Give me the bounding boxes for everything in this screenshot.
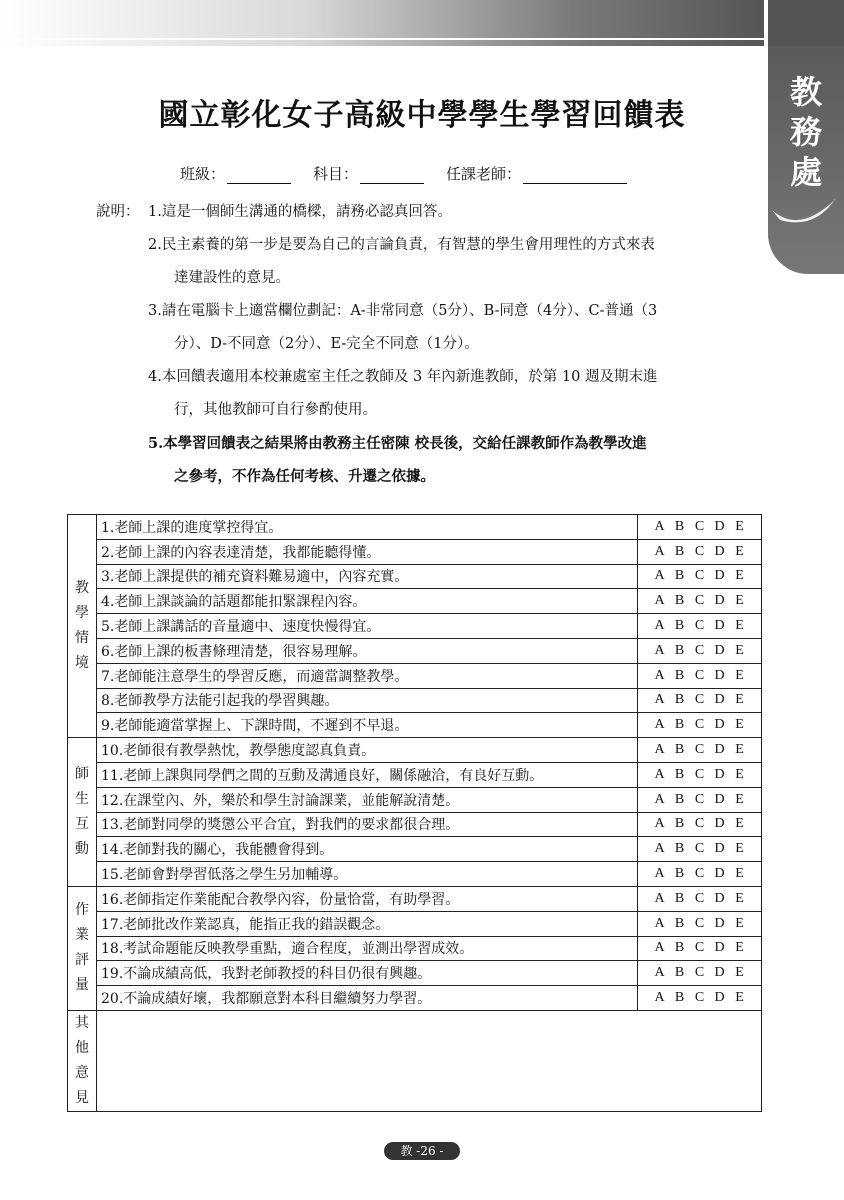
- answer-option[interactable]: E: [735, 766, 744, 782]
- answer-option[interactable]: A: [654, 766, 665, 782]
- note-continuation: 達建設性的意見。: [174, 270, 290, 286]
- answer-option[interactable]: A: [654, 940, 665, 956]
- answer-option[interactable]: A: [654, 568, 665, 584]
- note-item: 4.本回饋表適用本校兼處室主任之教師及 3 年內新進教師，於第 10 週及期末進: [148, 369, 658, 385]
- teacher-field: 任課老師：: [446, 163, 627, 184]
- note-item: 5.本學習回饋表之結果將由教務主任密陳 校長後，交給任課教師作為教學改進: [148, 435, 647, 452]
- answer-options: [638, 787, 762, 812]
- question-text: 3.老師上課提供的補充資料難易適中，內容充實。: [97, 564, 638, 589]
- answer-options: [638, 614, 762, 639]
- question-text: 11.老師上課與同學們之間的互動及溝通良好，關係融洽，有良好互動。: [97, 762, 638, 787]
- answer-option[interactable]: B: [674, 593, 685, 609]
- answer-option[interactable]: E: [735, 692, 744, 708]
- table-row: [68, 738, 762, 763]
- answer-option[interactable]: C: [694, 841, 705, 857]
- question-text: 17.老師批改作業認真，能指正我的錯誤觀念。: [97, 911, 638, 936]
- answer-option[interactable]: A: [654, 642, 665, 658]
- answer-option[interactable]: C: [694, 890, 705, 906]
- answer-option[interactable]: C: [694, 791, 705, 807]
- answer-option[interactable]: A: [654, 618, 665, 634]
- answer-option[interactable]: A: [654, 667, 665, 683]
- answer-option[interactable]: C: [694, 692, 705, 708]
- answer-option[interactable]: D: [714, 940, 725, 956]
- question-text: 7.老師能注意學生的學習反應，而適當調整教學。: [97, 663, 638, 688]
- top-banner-line: [0, 38, 764, 40]
- answer-options: [638, 837, 762, 862]
- answer-option[interactable]: B: [674, 518, 685, 534]
- table-row: [68, 663, 762, 688]
- note-continuation: 行，其他教師可自行參酌使用。: [174, 402, 377, 418]
- answer-option[interactable]: E: [735, 990, 744, 1006]
- answer-option[interactable]: C: [694, 593, 705, 609]
- answer-option[interactable]: E: [735, 890, 744, 906]
- answer-option[interactable]: D: [714, 791, 725, 807]
- answer-option[interactable]: B: [674, 940, 685, 956]
- answer-options: [638, 911, 762, 936]
- answer-option[interactable]: C: [694, 568, 705, 584]
- header-fields: [180, 163, 649, 184]
- class-blank[interactable]: [227, 167, 291, 184]
- subject-blank[interactable]: [360, 167, 424, 184]
- answer-option[interactable]: E: [735, 940, 744, 956]
- answer-option[interactable]: B: [674, 915, 685, 931]
- answer-option[interactable]: D: [714, 965, 725, 981]
- answer-option[interactable]: B: [674, 642, 685, 658]
- answer-options: [638, 762, 762, 787]
- table-row: [68, 862, 762, 887]
- answer-option[interactable]: D: [714, 890, 725, 906]
- table-row: [68, 936, 762, 961]
- table-row: [68, 564, 762, 589]
- answer-option[interactable]: A: [654, 990, 665, 1006]
- question-text: 10.老師很有教學熱忱，教學態度認真負責。: [97, 738, 638, 763]
- other-comments-label: 其 他 意 見: [68, 1010, 97, 1111]
- answer-options: [638, 961, 762, 986]
- answer-option[interactable]: A: [654, 692, 665, 708]
- table-row: [68, 539, 762, 564]
- question-text: 16.老師指定作業能配合教學內容，份量恰當，有助學習。: [97, 886, 638, 911]
- answer-options: [638, 812, 762, 837]
- answer-option[interactable]: C: [694, 816, 705, 832]
- answer-option[interactable]: B: [674, 990, 685, 1006]
- answer-options: [638, 638, 762, 663]
- leaf-icon: [770, 190, 840, 240]
- answer-option[interactable]: E: [735, 593, 744, 609]
- answer-option[interactable]: E: [735, 667, 744, 683]
- answer-option[interactable]: E: [735, 791, 744, 807]
- answer-option[interactable]: D: [714, 518, 725, 534]
- question-text: 20.不論成績好壞，我都願意對本科目繼續努力學習。: [97, 986, 638, 1011]
- question-text: 19.不論成績高低，我對老師教授的科目仍很有興趣。: [97, 961, 638, 986]
- category-label: 教 學 情 境: [68, 515, 97, 738]
- answer-option[interactable]: D: [714, 742, 725, 758]
- teacher-blank[interactable]: [523, 167, 627, 184]
- table-row: [68, 638, 762, 663]
- table-row: [68, 812, 762, 837]
- answer-option[interactable]: E: [735, 717, 744, 733]
- answer-option[interactable]: C: [694, 766, 705, 782]
- question-text: 14.老師對我的關心，我能體會得到。: [97, 837, 638, 862]
- answer-option[interactable]: B: [674, 667, 685, 683]
- answer-option[interactable]: B: [674, 717, 685, 733]
- note-item: 說明： 1.這是一個師生溝通的橋樑，請務必認真回答。: [96, 204, 452, 220]
- answer-option[interactable]: D: [714, 766, 725, 782]
- table-row: [68, 688, 762, 713]
- table-row: [68, 589, 762, 614]
- question-text: 8.老師教學方法能引起我的學習興趣。: [97, 688, 638, 713]
- subject-field: 科目：: [313, 163, 424, 184]
- answer-option[interactable]: A: [654, 518, 665, 534]
- side-tab-label: 教 務 處: [789, 73, 822, 191]
- answer-option[interactable]: D: [714, 866, 725, 882]
- answer-option[interactable]: E: [735, 642, 744, 658]
- answer-options: [638, 564, 762, 589]
- answer-option[interactable]: A: [654, 717, 665, 733]
- table-row: [68, 515, 762, 540]
- answer-option[interactable]: C: [694, 642, 705, 658]
- answer-option[interactable]: D: [714, 642, 725, 658]
- answer-option[interactable]: A: [654, 742, 665, 758]
- answer-option[interactable]: C: [694, 543, 705, 559]
- table-row: [68, 762, 762, 787]
- answer-option[interactable]: B: [674, 618, 685, 634]
- answer-option[interactable]: E: [735, 518, 744, 534]
- note-continuation: 分）、D-不同意（2分）、E-完全不同意（1分）。: [174, 336, 479, 352]
- answer-option[interactable]: B: [674, 816, 685, 832]
- answer-options: [638, 936, 762, 961]
- category-label: 作 業 評 量: [68, 886, 97, 1010]
- answer-option[interactable]: D: [714, 593, 725, 609]
- question-text: 13.老師對同學的獎懲公平合宜，對我們的要求都很合理。: [97, 812, 638, 837]
- answer-options: [638, 886, 762, 911]
- page-title: 國立彰化女子高級中學學生學習回饋表: [158, 98, 686, 133]
- table-row: [68, 787, 762, 812]
- answer-options: [638, 862, 762, 887]
- other-comments-row: [68, 1010, 762, 1111]
- answer-options: [638, 539, 762, 564]
- note-continuation: 之參考，不作為任何考核、升遷之依據。: [174, 468, 435, 485]
- answer-option[interactable]: C: [694, 965, 705, 981]
- answer-option[interactable]: C: [694, 717, 705, 733]
- note-item: 2.民主素養的第一步是要為自己的言論負責，有智慧的學生會用理性的方式來表: [148, 237, 655, 253]
- answer-option[interactable]: E: [735, 568, 744, 584]
- answer-option[interactable]: C: [694, 915, 705, 931]
- answer-option[interactable]: B: [674, 890, 685, 906]
- answer-option[interactable]: D: [714, 990, 725, 1006]
- answer-options: [638, 713, 762, 738]
- side-tab-top: [768, 0, 844, 46]
- answer-option[interactable]: E: [735, 742, 744, 758]
- answer-option[interactable]: C: [694, 940, 705, 956]
- answer-option[interactable]: C: [694, 518, 705, 534]
- answer-option[interactable]: D: [714, 667, 725, 683]
- other-comments-field[interactable]: [97, 1010, 762, 1111]
- answer-option[interactable]: B: [674, 742, 685, 758]
- answer-option[interactable]: D: [714, 717, 725, 733]
- answer-options: [638, 663, 762, 688]
- answer-options: [638, 738, 762, 763]
- answer-option[interactable]: A: [654, 965, 665, 981]
- table-row: [68, 911, 762, 936]
- answer-option[interactable]: B: [674, 841, 685, 857]
- answer-option[interactable]: E: [735, 618, 744, 634]
- answer-option[interactable]: A: [654, 890, 665, 906]
- answer-option[interactable]: C: [694, 667, 705, 683]
- instructions: [96, 196, 746, 493]
- answer-options: [638, 589, 762, 614]
- table-row: [68, 961, 762, 986]
- table-row: [68, 713, 762, 738]
- question-text: 6.老師上課的板書條理清楚，很容易理解。: [97, 638, 638, 663]
- table-row: [68, 986, 762, 1011]
- answer-options: [638, 688, 762, 713]
- answer-option[interactable]: A: [654, 791, 665, 807]
- answer-option[interactable]: C: [694, 618, 705, 634]
- answer-options: [638, 515, 762, 540]
- answer-options: [638, 986, 762, 1011]
- answer-option[interactable]: D: [714, 915, 725, 931]
- table-row: [68, 886, 762, 911]
- survey-table: [67, 514, 762, 1112]
- answer-option[interactable]: E: [735, 841, 744, 857]
- question-text: 5.老師上課講話的音量適中、速度快慢得宜。: [97, 614, 638, 639]
- class-field: 班級：: [180, 163, 291, 184]
- question-text: 2.老師上課的內容表達清楚，我都能聽得懂。: [97, 539, 638, 564]
- question-text: 1.老師上課的進度掌控得宜。: [97, 515, 638, 540]
- answer-option[interactable]: E: [735, 866, 744, 882]
- answer-option[interactable]: D: [714, 816, 725, 832]
- answer-option[interactable]: A: [654, 915, 665, 931]
- question-text: 4.老師上課談論的話題都能扣緊課程內容。: [97, 589, 638, 614]
- answer-option[interactable]: B: [674, 965, 685, 981]
- answer-option[interactable]: D: [714, 543, 725, 559]
- answer-option[interactable]: D: [714, 568, 725, 584]
- answer-option[interactable]: A: [654, 816, 665, 832]
- answer-option[interactable]: D: [714, 618, 725, 634]
- answer-option[interactable]: E: [735, 965, 744, 981]
- answer-option[interactable]: B: [674, 543, 685, 559]
- question-text: 12.在課堂內、外，樂於和學生討論課業，並能解說清楚。: [97, 787, 638, 812]
- answer-option[interactable]: B: [674, 568, 685, 584]
- answer-option[interactable]: D: [714, 692, 725, 708]
- answer-option[interactable]: E: [735, 816, 744, 832]
- answer-option[interactable]: D: [714, 841, 725, 857]
- answer-option[interactable]: B: [674, 791, 685, 807]
- answer-option[interactable]: C: [694, 742, 705, 758]
- answer-option[interactable]: A: [654, 593, 665, 609]
- answer-option[interactable]: C: [694, 866, 705, 882]
- answer-option[interactable]: B: [674, 692, 685, 708]
- question-text: 9.老師能適當掌握上、下課時間，不遲到不早退。: [97, 713, 638, 738]
- answer-option[interactable]: E: [735, 915, 744, 931]
- category-label: 師 生 互 動: [68, 738, 97, 887]
- note-item: 3.請在電腦卡上適當欄位劃記：A-非常同意（5分）、B-同意（4分）、C-普通（3: [148, 303, 658, 319]
- answer-option[interactable]: A: [654, 866, 665, 882]
- page-number: 教 -26 -: [384, 1142, 460, 1160]
- question-text: 18.考試命題能反映教學重點，適合程度，並測出學習成效。: [97, 936, 638, 961]
- answer-option[interactable]: A: [654, 841, 665, 857]
- answer-option[interactable]: B: [674, 866, 685, 882]
- answer-option[interactable]: B: [674, 766, 685, 782]
- answer-option[interactable]: A: [654, 543, 665, 559]
- answer-option[interactable]: C: [694, 990, 705, 1006]
- answer-option[interactable]: E: [735, 543, 744, 559]
- table-row: [68, 614, 762, 639]
- question-text: 15.老師會對學習低落之學生另加輔導。: [97, 862, 638, 887]
- table-row: [68, 837, 762, 862]
